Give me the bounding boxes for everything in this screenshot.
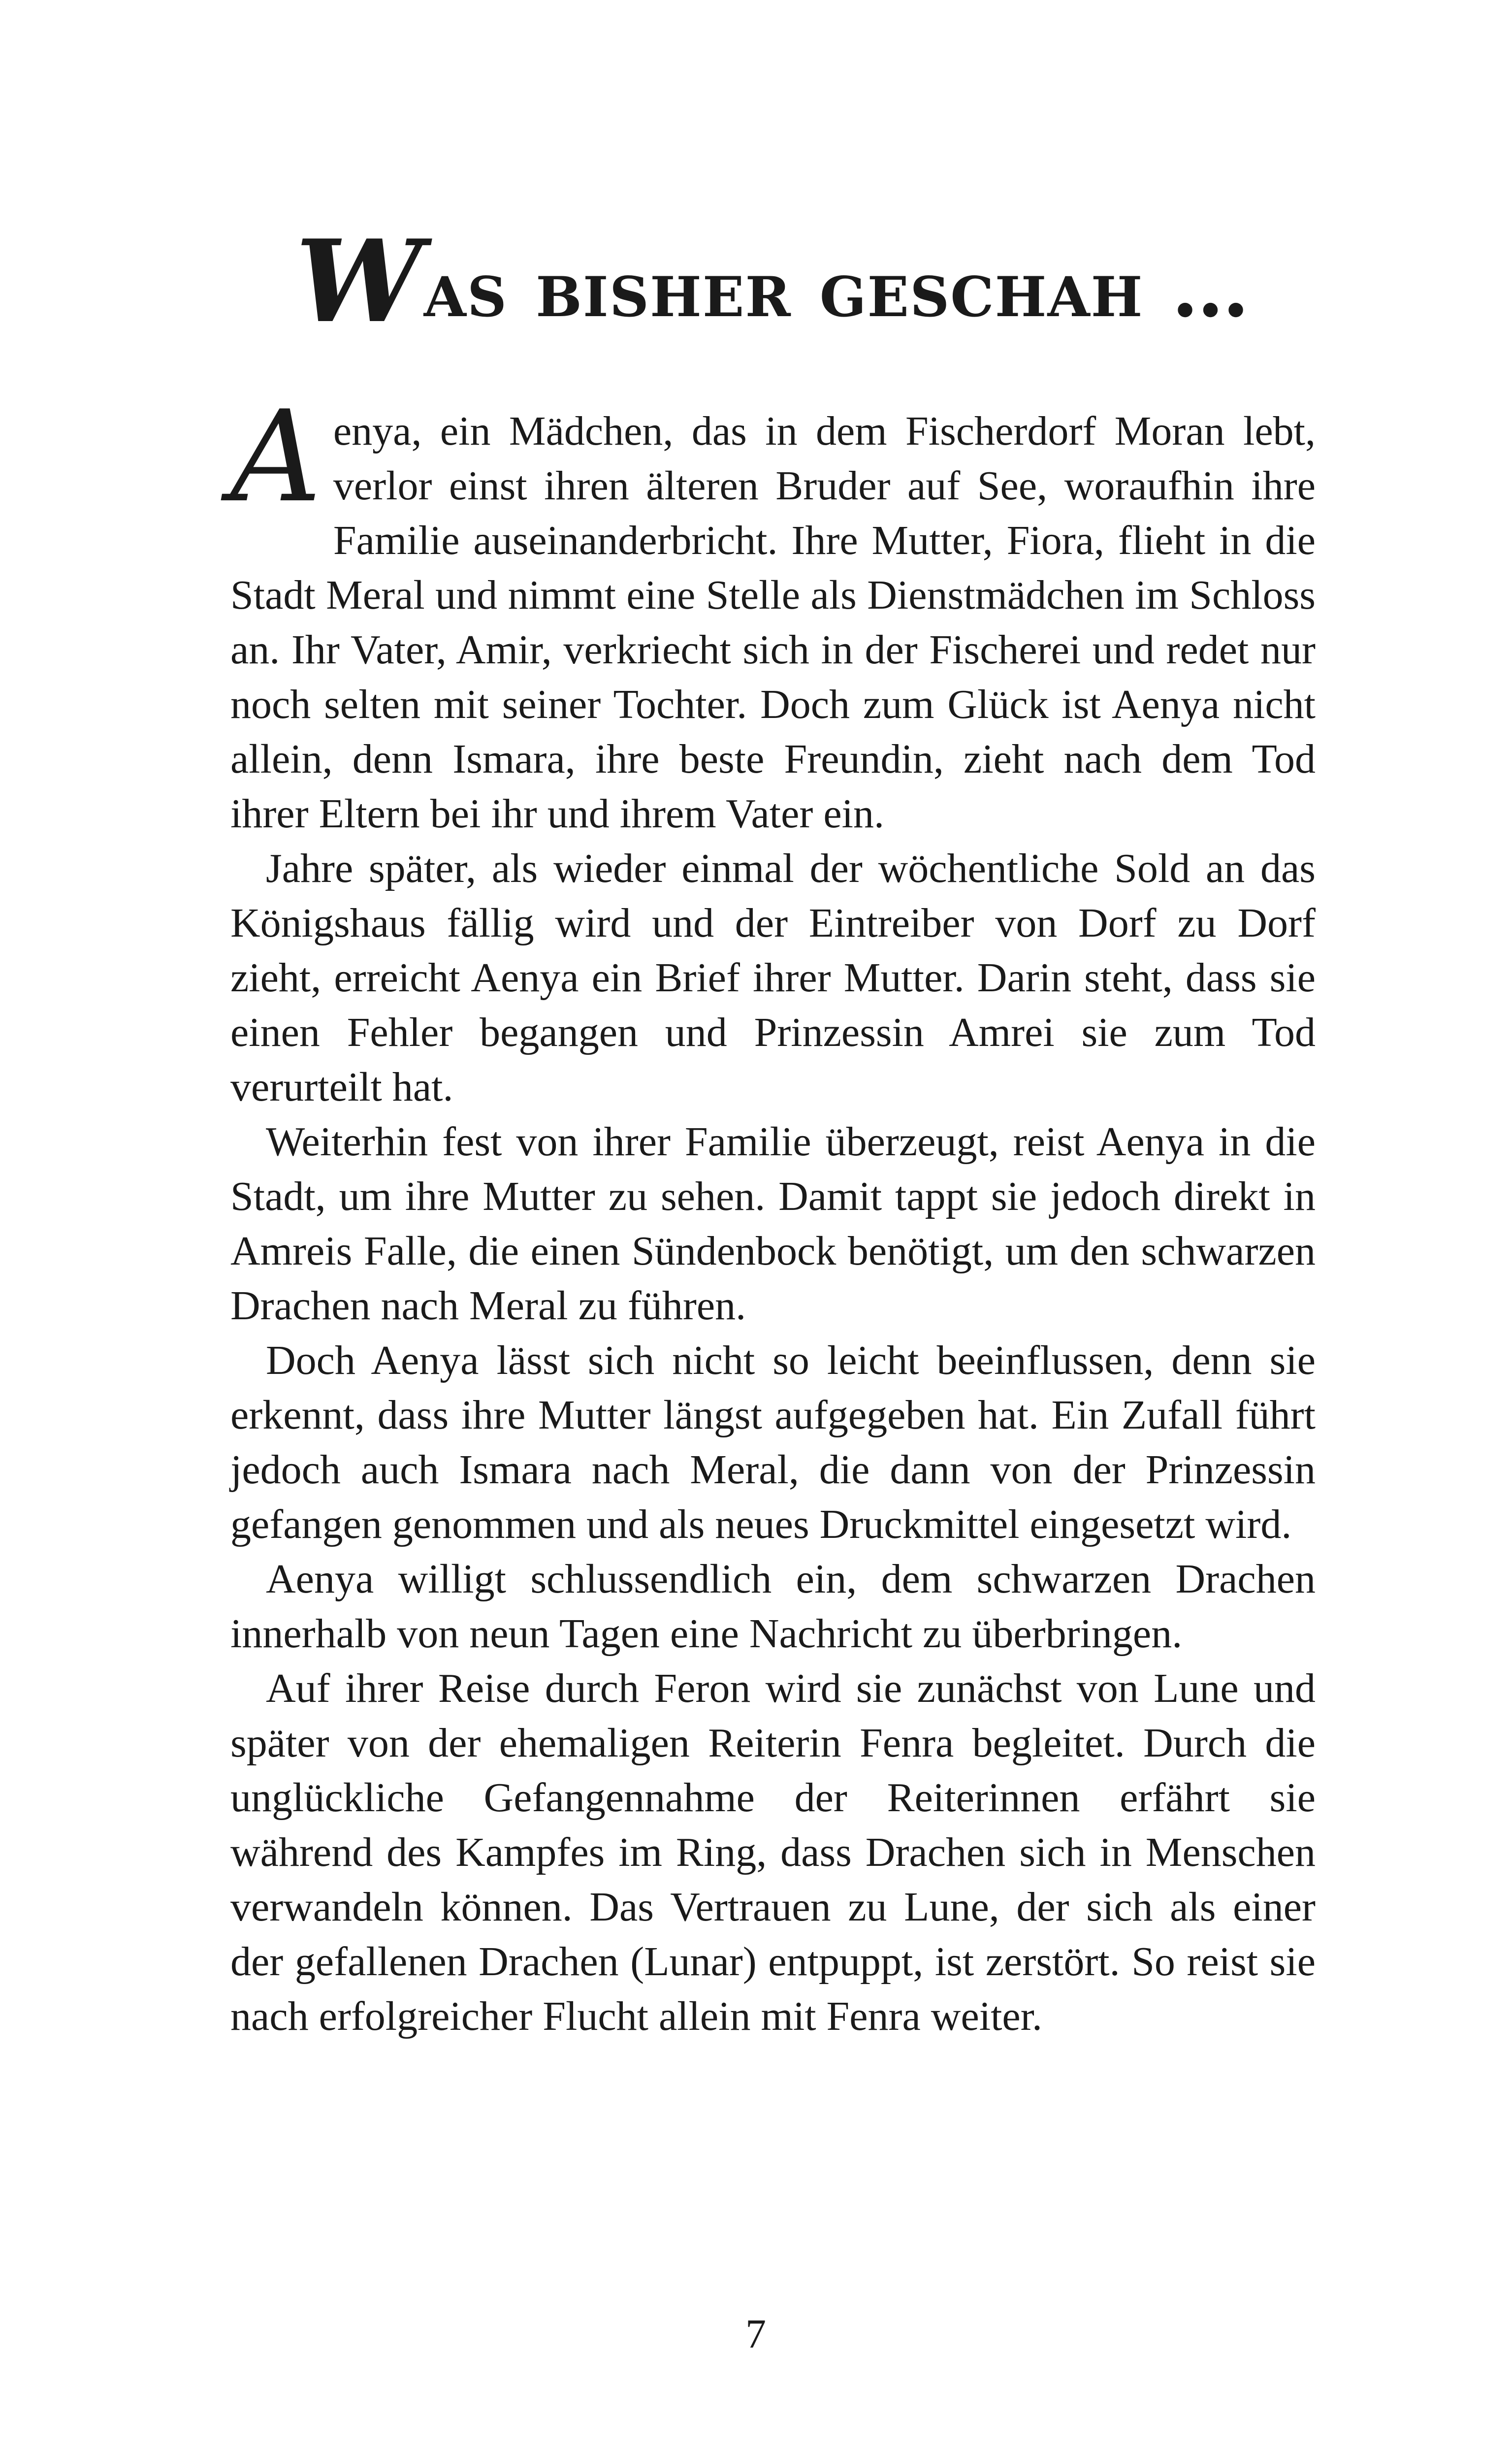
paragraph-4: Doch Aenya lässt sich nicht so leicht beeinflussen, denn sie erkennt, dass ihre Mutter längst aufgegeben hat. Ein Zufall führt jedoch auch Ismara nach Meral, die dann von der Prinzessin gefangen genommen und als neues Druckmittel eingesetzt wird.	[230, 1337, 1316, 1547]
page-number: 7	[745, 2311, 766, 2357]
paragraph-1-text: enya, ein Mädchen, das in dem Fischerdorf Moran lebt, verlor einst ihren älteren Bruder auf See, woraufhin ihre Familie auseinanderbricht. Ihre Mutter, Fiora, flieht in die Stadt Meral und nimmt eine Stelle als Dienstmädchen im Schloss an. Ihr Vater, Amir, verkriecht sich in der Fischerei und redet nur noch selten mit seiner Tochter. Doch zum Glück ist Aenya nicht allein, denn Ismara, ihre beste Freundin, zieht nach dem Tod ihrer Eltern bei ihr und ihrem Vater ein.	[230, 408, 1316, 837]
paragraph-6: Auf ihrer Reise durch Feron wird sie zunächst von Lune und später von der ehemaligen Reiterin Fenra begleitet. Durch die unglückliche Gefangennahme der Reiterinnen erfährt sie während des Kampfes im Ring, dass Drachen sich in Menschen verwandeln können. Das Vertrauen zu Lune, der sich als einer der gefallenen Drachen (Lunar) entpuppt, ist zerstört. So reist sie nach erfolgreicher Flucht allein mit Fenra weiter.	[230, 1665, 1316, 2039]
body-text	[230, 384, 1316, 2044]
paragraph-3: Weiterhin fest von ihrer Familie überzeugt, reist Aenya in die Stadt, um ihre Mutter zu sehen. Damit tappt sie jedoch direkt in Amreis Falle, die einen Sündenbock benötigt, um den schwarzen Drachen nach Meral zu führen.	[230, 1119, 1316, 1329]
paragraph-2: Jahre später, als wieder einmal der wöchentliche Sold an das Königshaus fällig wird und der Eintreiber von Dorf zu Dorf zieht, erreicht Aenya ein Brief ihrer Mutter. Darin steht, dass sie einen Fehler begangen und Prinzessin Amrei sie zum Tod verurteilt hat.	[230, 846, 1316, 1110]
drop-cap: A	[230, 384, 322, 530]
chapter-title	[226, 217, 1319, 347]
paragraph-1	[230, 384, 1316, 841]
chapter-title-initial: W	[295, 215, 424, 348]
chapter-title-text: as bisher geschah …	[423, 244, 1251, 335]
paragraph-5: Aenya willigt schlussendlich ein, dem schwarzen Drachen innerhalb von neun Tagen eine Nachricht zu überbringen.	[230, 1556, 1316, 1657]
